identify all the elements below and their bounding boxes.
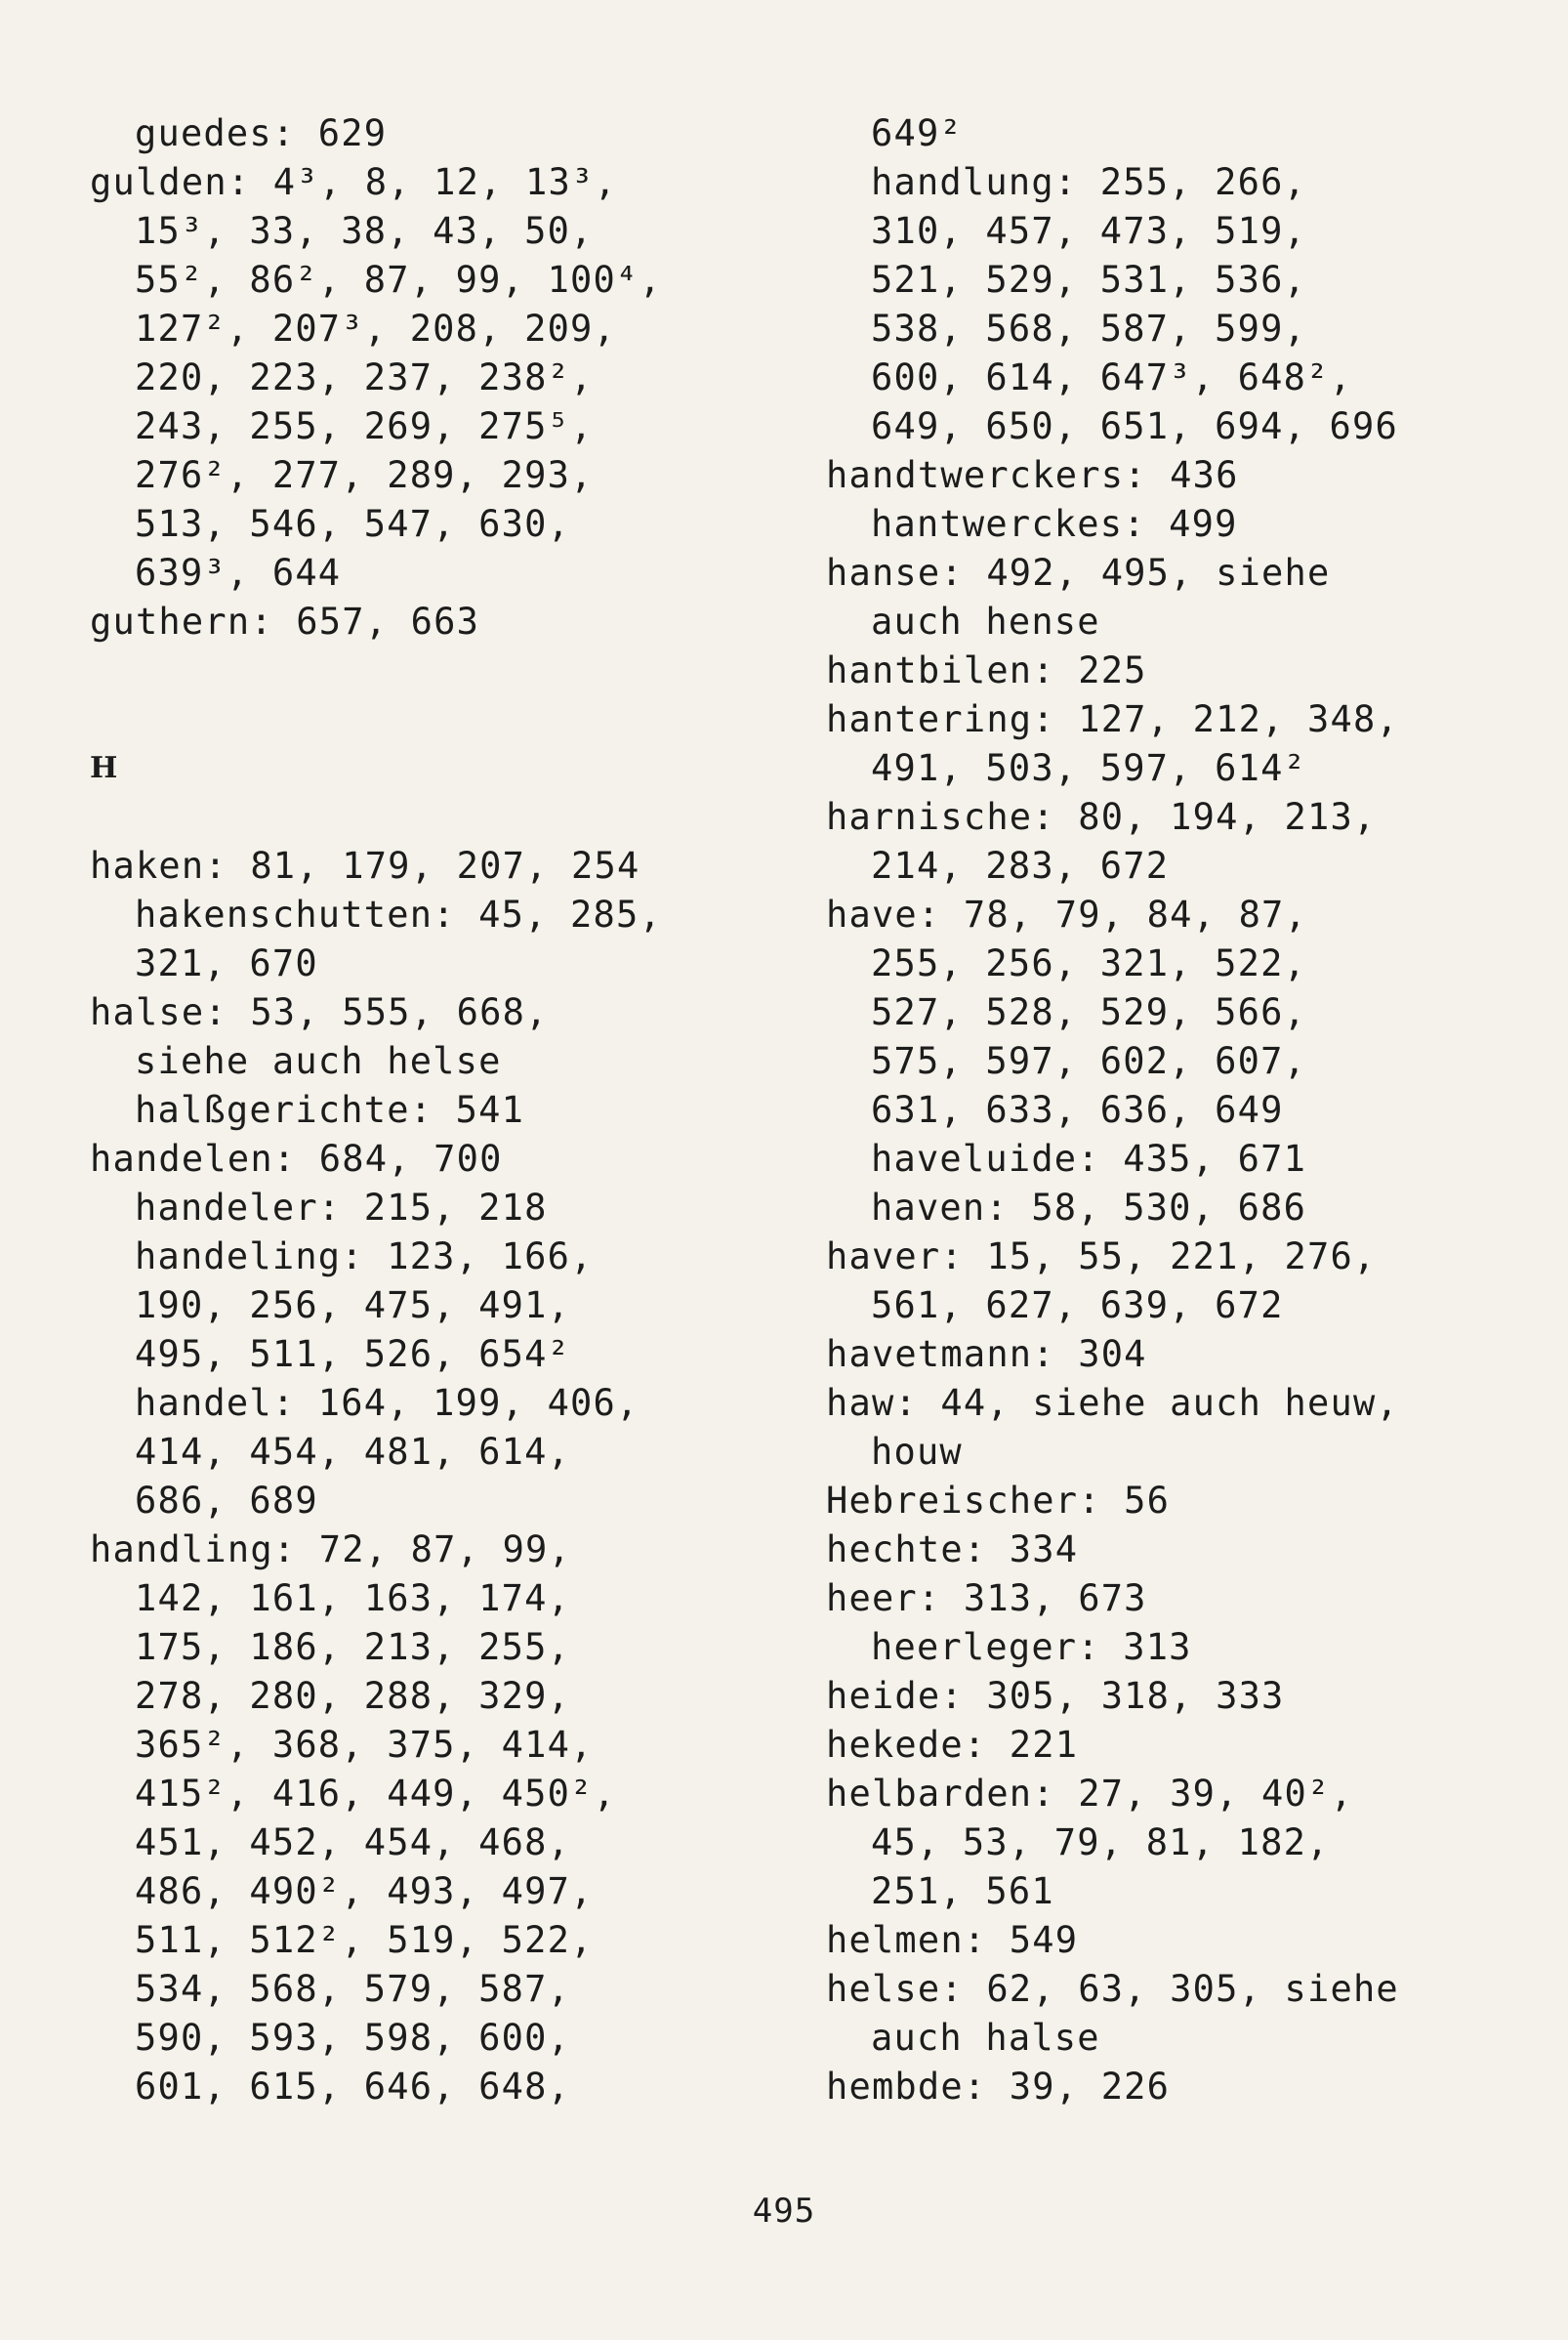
index-line: harnische: 80, 194, 213,	[826, 796, 1377, 838]
index-line: havetmann: 304	[826, 1333, 1147, 1375]
index-line: 415², 416, 449, 450²,	[135, 1773, 616, 1815]
index-line: 243, 255, 269, 275⁵,	[135, 405, 594, 447]
index-line: hantbilen: 225	[826, 649, 1147, 691]
index-line: 321, 670	[135, 942, 318, 984]
index-line: haveluide: 435, 671	[871, 1138, 1307, 1180]
index-line: Hebreischer: 56	[826, 1480, 1171, 1522]
index-line: auch halse	[871, 2017, 1100, 2059]
index-line: guedes: 629	[135, 112, 388, 154]
index-line: 590, 593, 598, 600,	[135, 2017, 571, 2059]
index-line: 600, 614, 647³, 648²,	[871, 356, 1352, 398]
index-line: handeler: 215, 218	[135, 1187, 548, 1229]
index-line: 190, 256, 475, 491,	[135, 1284, 571, 1326]
index-line: 631, 633, 636, 649	[871, 1089, 1284, 1131]
index-line: 451, 452, 454, 468,	[135, 1821, 571, 1863]
section-letter: H	[90, 751, 118, 785]
index-line: 491, 503, 597, 614²	[871, 747, 1307, 789]
index-line: hechte: 334	[826, 1528, 1079, 1570]
index-line: heer: 313, 673	[826, 1577, 1147, 1619]
index-line: 45, 53, 79, 81, 182,	[871, 1821, 1330, 1863]
index-line: 278, 280, 288, 329,	[135, 1675, 571, 1717]
index-line: guthern: 657, 663	[90, 601, 480, 643]
index-line: 521, 529, 531, 536,	[871, 259, 1307, 301]
index-line: 310, 457, 473, 519,	[871, 210, 1307, 252]
index-line: 365², 368, 375, 414,	[135, 1724, 594, 1766]
index-line: haw: 44, siehe auch heuw,	[826, 1382, 1399, 1424]
index-line: 561, 627, 639, 672	[871, 1284, 1284, 1326]
index-line: halßgerichte: 541	[135, 1089, 525, 1131]
spacer	[90, 647, 754, 695]
index-line: haken: 81, 179, 207, 254	[90, 845, 640, 887]
index-line: hanse: 492, 495, siehe	[826, 552, 1331, 594]
index-line: 534, 568, 579, 587,	[135, 1968, 571, 2010]
right-column	[826, 109, 1529, 2111]
index-line: hakenschutten: 45, 285,	[135, 894, 662, 936]
index-line: 511, 512², 519, 522,	[135, 1919, 594, 1961]
index-line: hantwerckes: 499	[871, 503, 1238, 545]
index-line: 142, 161, 163, 174,	[135, 1577, 571, 1619]
index-line: have: 78, 79, 84, 87,	[826, 894, 1307, 936]
index-line: 251, 561	[871, 1870, 1054, 1912]
index-line: 414, 454, 481, 614,	[135, 1431, 571, 1473]
index-line: 276², 277, 289, 293,	[135, 454, 594, 496]
index-line: gulden: 4³, 8, 12, 13³,	[90, 161, 617, 203]
index-line: 649²	[871, 112, 963, 154]
index-line: helse: 62, 63, 305, siehe	[826, 1968, 1399, 2010]
index-line: 255, 256, 321, 522,	[871, 942, 1307, 984]
index-line: siehe auch helse	[135, 1040, 502, 1082]
index-line: 127², 207³, 208, 209,	[135, 308, 616, 350]
index-line: 575, 597, 602, 607,	[871, 1040, 1307, 1082]
index-line: 214, 283, 672	[871, 845, 1170, 887]
index-line: 686, 689	[135, 1480, 318, 1522]
index-line: 175, 186, 213, 255,	[135, 1626, 571, 1668]
index-line: 15³, 33, 38, 43, 50,	[135, 210, 594, 252]
index-line: helmen: 549	[826, 1919, 1079, 1961]
index-line: handtwerckers: 436	[826, 454, 1239, 496]
index-line: helbarden: 27, 39, 40²,	[826, 1773, 1353, 1815]
index-line: hembde: 39, 226	[826, 2066, 1171, 2108]
index-line: 513, 546, 547, 630,	[135, 503, 571, 545]
index-line: hantering: 127, 212, 348,	[826, 698, 1399, 740]
index-line: handelen: 684, 700	[90, 1138, 503, 1180]
index-line: haven: 58, 530, 686	[871, 1187, 1307, 1229]
page-number: 495	[752, 2192, 816, 2231]
index-line: halse: 53, 555, 668,	[90, 991, 549, 1033]
index-line: heide: 305, 318, 333	[826, 1675, 1285, 1717]
index-line: 220, 223, 237, 238²,	[135, 356, 594, 398]
index-line: houw	[871, 1431, 963, 1473]
index-line: 495, 511, 526, 654²	[135, 1333, 571, 1375]
index-line: 601, 615, 646, 648,	[135, 2066, 571, 2108]
index-line: 527, 528, 529, 566,	[871, 991, 1307, 1033]
index-line: 639³, 644	[135, 552, 342, 594]
index-line: auch hense	[871, 601, 1100, 643]
spacer	[90, 695, 754, 744]
index-line: 486, 490², 493, 497,	[135, 1870, 594, 1912]
spacer	[90, 793, 754, 842]
left-column	[90, 109, 754, 2111]
index-line: 55², 86², 87, 99, 100⁴,	[135, 259, 662, 301]
index-line: handeling: 123, 166,	[135, 1235, 594, 1277]
index-line: handling: 72, 87, 99,	[90, 1528, 571, 1570]
index-line: 538, 568, 587, 599,	[871, 308, 1307, 350]
index-line: haver: 15, 55, 221, 276,	[826, 1235, 1377, 1277]
index-line: heerleger: 313	[871, 1626, 1192, 1668]
index-line: 649, 650, 651, 694, 696	[871, 405, 1398, 447]
index-line: hekede: 221	[826, 1724, 1079, 1766]
index-line: handlung: 255, 266,	[871, 161, 1307, 203]
index-line: handel: 164, 199, 406,	[135, 1382, 640, 1424]
